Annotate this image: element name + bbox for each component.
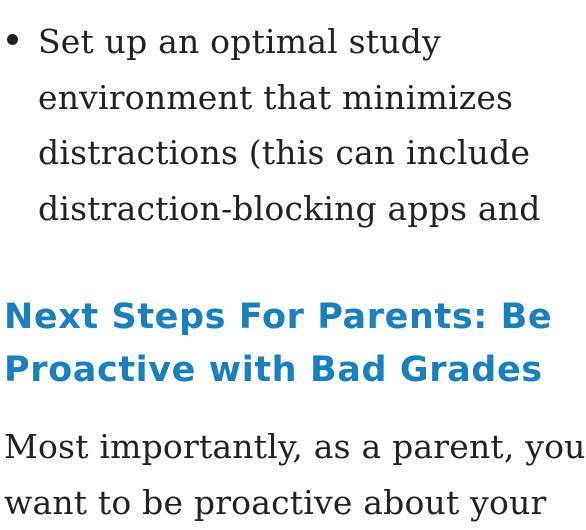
bullet-text-line: distractions (this can include <box>38 125 541 181</box>
body-paragraph <box>4 419 586 530</box>
section-heading-line: Proactive with Bad Grades <box>4 344 552 397</box>
bullet-text-line: Set up an optimal study <box>38 14 541 70</box>
list-item <box>0 14 541 236</box>
paragraph-line: want to be proactive about your <box>4 475 586 530</box>
bullet-text-line: distraction-blocking apps and <box>38 181 541 237</box>
section-heading-line: Next Steps For Parents: Be <box>4 291 552 344</box>
bullet-text-line: environment that minimizes <box>38 70 541 126</box>
bullet-dot-icon <box>7 34 18 45</box>
section-heading <box>4 291 552 397</box>
paragraph-line: Most importantly, as a parent, you <box>4 419 586 475</box>
bullet-list <box>0 14 541 236</box>
